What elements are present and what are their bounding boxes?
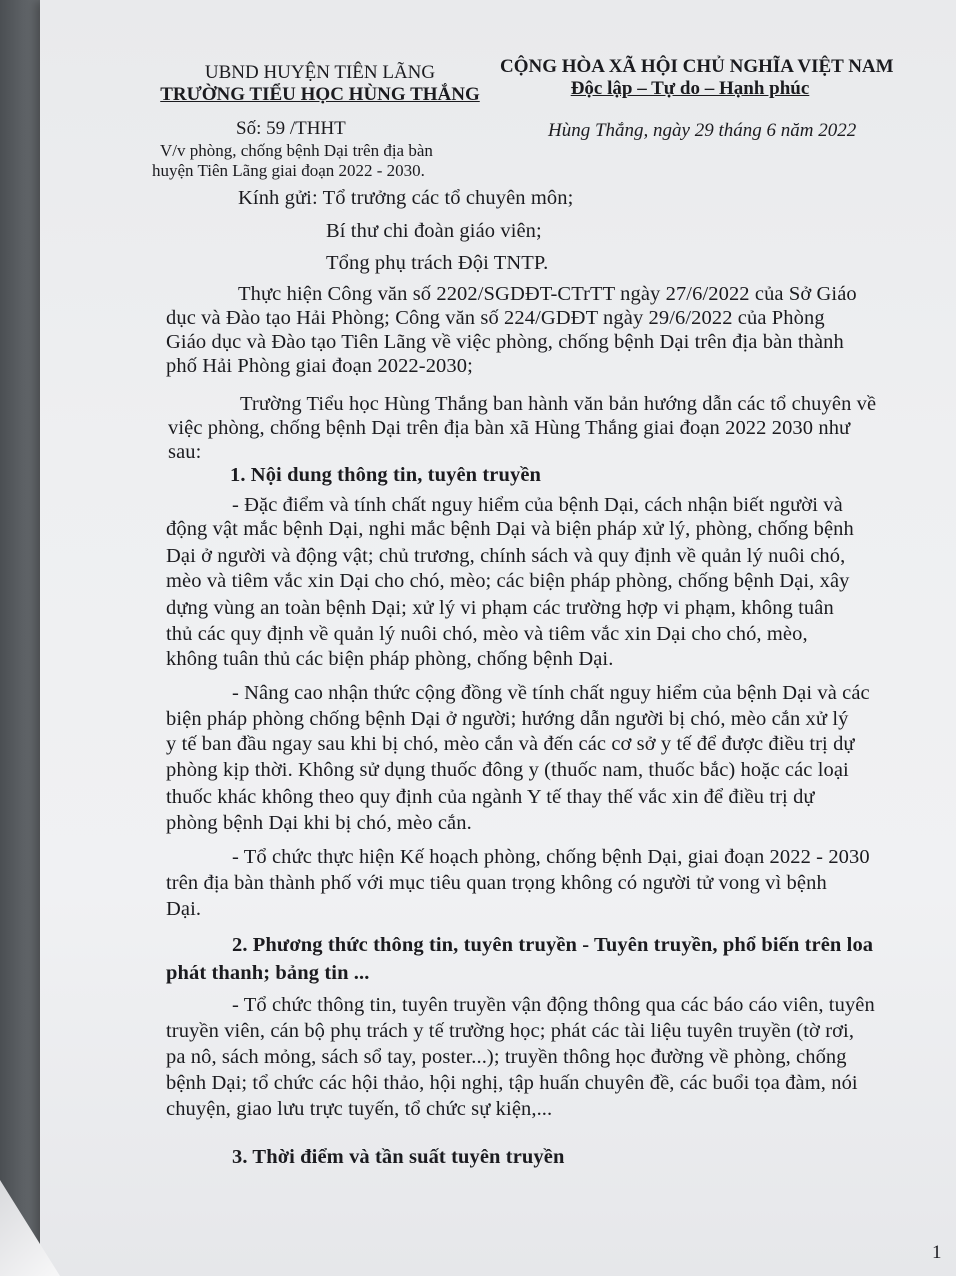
org-parent: UBND HUYỆN TIÊN LÃNG bbox=[204, 62, 436, 83]
paragraph-line: - Tổ chức thực hiện Kế hoạch phòng, chống bệnh Dại, giai đoạn 2022 - 2030 bbox=[232, 846, 870, 868]
paragraph-line: Thực hiện Công văn số 2202/SGDĐT-CTrTT ngày 27/6/2022 của Sở Giáo bbox=[238, 283, 857, 305]
paragraph-line: trên địa bàn thành phố với mục tiêu quan trọng không có người tử vong vì bệnh bbox=[166, 872, 827, 894]
paragraph-line: dục và Đào tạo Hải Phòng; Công văn số 224/GDĐT ngày 29/6/2022 của Phòng bbox=[166, 307, 825, 329]
paragraph-line: bệnh Dại; tổ chức các hội thảo, hội nghị, tập huấn chuyên đề, các buổi tọa đàm, nói bbox=[166, 1072, 858, 1094]
subject-line-2: huyện Tiên Lãng giai đoạn 2022 - 2030. bbox=[152, 161, 425, 180]
paragraph-line: thuốc khác không theo quy định của ngành Y tế thay thế vắc xin để điều trị dự bbox=[166, 786, 815, 808]
paragraph-line: phòng kịp thời. Không sử dụng thuốc đông y (thuốc nam, thuốc bắc) hoặc các loại bbox=[166, 759, 849, 781]
paragraph-line: pa nô, sách mỏng, sách sổ tay, poster...); truyền thông học đường về phòng, chống bbox=[166, 1046, 847, 1068]
paragraph-line: - Tổ chức thông tin, tuyên truyền vận động thông qua các báo cáo viên, tuyên bbox=[232, 994, 875, 1016]
document-date: Hùng Thắng, ngày 29 tháng 6 năm 2022 bbox=[548, 120, 857, 141]
paragraph-line: dựng vùng an toàn bệnh Dại; xử lý vi phạm các trường hợp vi phạm, không tuân bbox=[166, 597, 834, 619]
paragraph-line: việc phòng, chống bệnh Dại trên địa bàn xã Hùng Thắng giai đoạn 2022 2030 như bbox=[168, 417, 851, 439]
recipient-line-1: Kính gửi: Tổ trưởng các tổ chuyên môn; bbox=[238, 187, 574, 209]
page-number: 1 bbox=[932, 1242, 942, 1263]
paragraph-line: động vật mắc bệnh Dại, nghi mắc bệnh Dại và biện pháp xử lý, phòng, chống bệnh bbox=[166, 518, 854, 540]
section-heading-1: 1. Nội dung thông tin, tuyên truyền bbox=[230, 464, 542, 486]
paragraph-line: Dại. bbox=[166, 898, 202, 920]
paragraph-line: sau: bbox=[168, 441, 202, 463]
section-heading-2: 2. Phương thức thông tin, tuyên truyền - Tuyên truyền, phổ biến trên loa bbox=[232, 934, 874, 956]
paragraph-line: Dại ở người và động vật; chủ trương, chính sách và quy định về quản lý nuôi chó, bbox=[166, 545, 846, 567]
subject-line-1: V/v phòng, chống bệnh Dại trên địa bàn bbox=[160, 141, 433, 160]
national-title: CỘNG HÒA XÃ HỘI CHỦ NGHĨA VIỆT NAM bbox=[500, 56, 894, 77]
recipient-line-3: Tổng phụ trách Đội TNTP. bbox=[326, 252, 549, 274]
national-motto: Độc lập – Tự do – Hạnh phúc bbox=[570, 78, 810, 99]
paragraph-line: Giáo dục và Đào tạo Tiên Lãng về việc phòng, chống bệnh Dại trên địa bàn thành bbox=[166, 331, 844, 353]
paragraph-line: chuyện, giao lưu trực tuyến, tổ chức sự kiện,... bbox=[166, 1098, 553, 1120]
paragraph-line: - Nâng cao nhận thức cộng đồng về tính chất nguy hiểm của bệnh Dại và các bbox=[232, 682, 870, 704]
paragraph-line: phố Hải Phòng giai đoạn 2022-2030; bbox=[166, 355, 473, 377]
paragraph-line: - Đặc điểm và tính chất nguy hiểm của bệnh Dại, cách nhận biết người và bbox=[232, 494, 843, 516]
paragraph-line: truyền viên, cán bộ phụ trách y tế trường học; phát các tài liệu tuyên truyền (tờ rơi, bbox=[166, 1020, 855, 1042]
document-number: Số: 59 /THHT bbox=[236, 118, 346, 139]
recipient-line-2: Bí thư chi đoàn giáo viên; bbox=[326, 220, 542, 242]
paragraph-line: phòng bệnh Dại khi bị chó, mèo cắn. bbox=[166, 812, 472, 834]
paragraph-line: y tế ban đầu ngay sau khi bị chó, mèo cắn và đến các cơ sở y tế để được điều trị dự bbox=[166, 733, 855, 755]
org-name: TRƯỜNG TIỂU HỌC HÙNG THẮNG bbox=[160, 84, 480, 105]
paragraph-line: biện pháp phòng chống bệnh Dại ở người; hướng dẫn người bị chó, mèo cắn xử lý bbox=[166, 708, 849, 730]
section-heading-3: 3. Thời điểm và tần suất tuyên truyền bbox=[232, 1146, 565, 1168]
paragraph-line: mèo và tiêm vắc xin Dại cho chó, mèo; các biện pháp phòng, chống bệnh Dại, xây bbox=[166, 570, 850, 592]
section-heading-2-cont: phát thanh; bảng tin ... bbox=[166, 962, 370, 984]
paragraph-line: không tuân thủ các biện pháp phòng, chống bệnh Dại. bbox=[166, 648, 614, 670]
paragraph-line: Trường Tiểu học Hùng Thắng ban hành văn bản hướng dẫn các tổ chuyên về bbox=[240, 393, 877, 415]
paragraph-line: thủ các quy định về quản lý nuôi chó, mèo và tiêm vắc xin Dại cho chó, mèo, bbox=[166, 623, 808, 645]
